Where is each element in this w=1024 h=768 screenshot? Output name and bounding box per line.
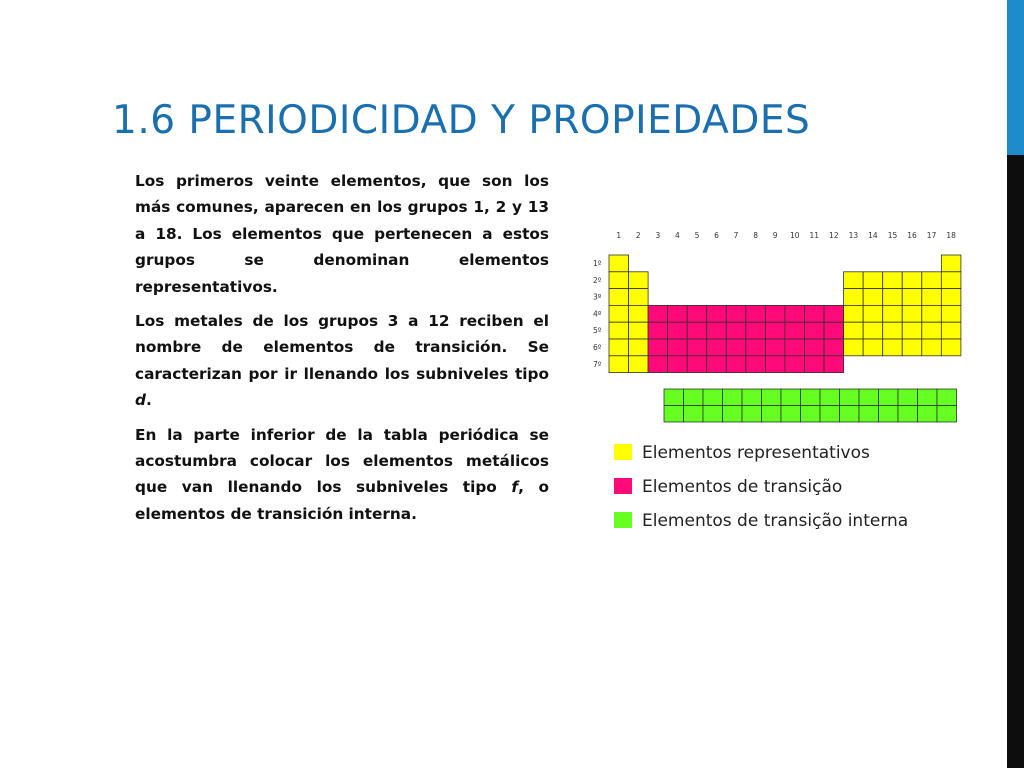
representative-cell [922,305,942,322]
representative-cell [844,272,864,289]
group-label: 2 [635,231,641,240]
period-label: 3º [593,292,602,302]
transition-cell [707,305,727,322]
subshell-d: d [135,391,146,410]
representative-cell [883,322,903,339]
representative-cell [609,305,629,322]
inner-transition-cell [937,389,957,406]
period-label: 1º [593,259,602,268]
transition-legend-label: Elementos de transição [642,477,843,497]
transition-cell [668,339,688,356]
transition-cell [668,305,688,322]
inner-transition-cell [820,406,840,423]
representative-cell [902,339,922,356]
group-label: 10 [789,231,800,240]
paragraph-inner-transition [135,422,549,528]
representative-cell [863,322,883,339]
inner-transition-cell [762,406,782,423]
transition-cell [726,305,746,322]
representative-cell [922,272,942,289]
accent-bar-bottom [1007,155,1024,768]
inner-transition-cell [762,389,782,406]
representative-cell [609,356,629,373]
paragraph-representative [135,168,549,300]
representative-cell [922,339,942,356]
group-label: 18 [946,231,956,240]
group-label: 15 [887,231,898,240]
representative-cell [902,272,922,289]
representative-cell [844,322,864,339]
transition-cell [805,322,825,339]
inner-transition-cell [879,406,899,423]
subshell-f: f [511,478,519,497]
representative-cell [629,322,649,339]
transition-cell [746,322,766,339]
transition-cell [648,339,668,356]
inner-transition-block [664,389,957,422]
group-label: 13 [848,231,859,240]
inner-transition-cell [801,406,821,423]
group-label: 12 [829,231,839,240]
representative-cell [883,272,903,289]
transition-cell [687,356,707,373]
transition-cell [687,339,707,356]
group-label: 17 [926,231,937,240]
representative-cell [844,339,864,356]
transition-cell [707,356,727,373]
representative-cell [863,339,883,356]
representative-cell [609,322,629,339]
representative-cell [941,305,961,322]
inner-transition-cell [703,389,723,406]
slide-title: 1.6 PERIODICIDAD Y PROPIEDADES [112,98,811,143]
representative-cell [609,289,629,306]
transition-cell [726,339,746,356]
transition-cell [824,356,844,373]
period-label: 2º [593,275,602,285]
inner-transition-cell [937,406,957,423]
group-labels [616,231,956,240]
transition-cell [687,305,707,322]
representative-cell [941,322,961,339]
representative-cell [941,272,961,289]
transition-cell [707,339,727,356]
group-label: 11 [809,231,820,240]
paragraph-text: Los primeros veinte elementos, que son los más comunes, aparecen en los grupos 1, 2 y 13 a 18. Los elementos que pertenecen a estos grupos se denominan elementos representativos. [135,172,549,296]
body-text [135,168,549,535]
legend [614,443,908,531]
period-label: 7º [593,359,602,369]
transition-cell [668,322,688,339]
period-labels [593,259,602,369]
inner-transition-cell [664,389,684,406]
representative-cell [844,305,864,322]
paragraph-text: . [145,391,152,410]
representative-cell [941,255,961,272]
transition-cell [726,322,746,339]
inner-transition-cell [879,389,899,406]
group-label: 6 [714,231,719,240]
representative-cell [609,255,629,272]
transition-cell [746,356,766,373]
representative-cell [902,289,922,306]
representative-cell [941,339,961,356]
transition-cell [824,322,844,339]
representative-cell [922,322,942,339]
representative-legend-swatch [614,444,632,460]
transition-cell [746,305,766,322]
transition-cell [824,305,844,322]
transition-cell [805,305,825,322]
inner-transition-cell [918,406,938,423]
group-label: 4 [675,231,680,240]
transition-legend-swatch [614,478,632,494]
representative-cell [629,339,649,356]
period-label: 5º [593,326,602,336]
period-label: 4º [593,309,602,319]
representative-cell [902,322,922,339]
transition-cell [785,339,805,356]
transition-cell [824,339,844,356]
representative-cell [902,305,922,322]
group-label: 5 [694,231,700,240]
transition-cell [765,356,785,373]
inner_transition-legend-swatch [614,512,632,528]
transition-cell [765,339,785,356]
inner-transition-cell [859,406,879,423]
inner-transition-cell [820,389,840,406]
representative-cell [863,272,883,289]
transition-cell [707,322,727,339]
representative-cell [883,339,903,356]
inner-transition-cell [664,406,684,423]
inner-transition-cell [859,389,879,406]
representative-cell [609,339,629,356]
representative-cell [629,289,649,306]
periodic-table-figure [592,222,962,552]
inner-transition-cell [742,406,762,423]
representative-cell [629,305,649,322]
inner-transition-cell [781,389,801,406]
transition-cell [668,356,688,373]
transition-cell [648,356,668,373]
accent-bar-top [1007,0,1024,155]
inner-transition-cell [723,406,743,423]
inner-transition-cell [898,389,918,406]
inner-transition-cell [684,406,704,423]
representative-cell [863,305,883,322]
inner-transition-cell [703,406,723,423]
transition-cell [765,322,785,339]
inner-transition-cell [684,389,704,406]
inner-transition-cell [918,389,938,406]
transition-cell [785,356,805,373]
inner-transition-cell [898,406,918,423]
inner-transition-cell [801,389,821,406]
representative-cell [629,272,649,289]
inner-transition-cell [840,406,860,423]
transition-cell [805,339,825,356]
inner-transition-cell [723,389,743,406]
transition-cell [648,322,668,339]
transition-cell [805,356,825,373]
period-label: 6º [593,343,602,352]
paragraph-transition [135,308,549,414]
inner_transition-legend-label: Elementos de transição interna [642,511,909,531]
group-label: 9 [772,231,778,240]
transition-cell [746,339,766,356]
representative-cell [629,356,649,373]
group-label: 7 [733,231,739,240]
group-label: 16 [907,231,917,240]
representative-cell [609,272,629,289]
transition-cell [648,305,668,322]
inner-transition-cell [840,389,860,406]
transition-cell [765,305,785,322]
inner-transition-cell [781,406,801,423]
group-label: 14 [868,231,878,240]
representative-legend-label: Elementos representativos [642,443,870,463]
transition-cell [726,356,746,373]
paragraph-text: Los metales de los grupos 3 a 12 reciben el nombre de elementos de transición. Se caracterizan por ir llenando los subniveles tipo [135,312,549,383]
paragraph-text: En la parte inferior de la tabla periódica se acostumbra colocar los elementos metálicos que van llenando los subniveles tipo [135,425,549,497]
inner-transition-cell [742,389,762,406]
representative-cell [863,289,883,306]
transition-cell [687,322,707,339]
representative-cell [883,289,903,306]
transition-cell [785,322,805,339]
periodic-table-diagram [592,222,962,552]
representative-cell [922,289,942,306]
representative-cell [941,289,961,306]
transition-cell [785,305,805,322]
group-label: 3 [655,231,661,240]
paragraph-text: , o elementos de transición interna. [135,478,549,523]
main-table [609,255,961,373]
representative-cell [883,305,903,322]
group-label: 8 [753,231,759,240]
group-label: 1 [616,231,622,240]
representative-cell [844,289,864,306]
